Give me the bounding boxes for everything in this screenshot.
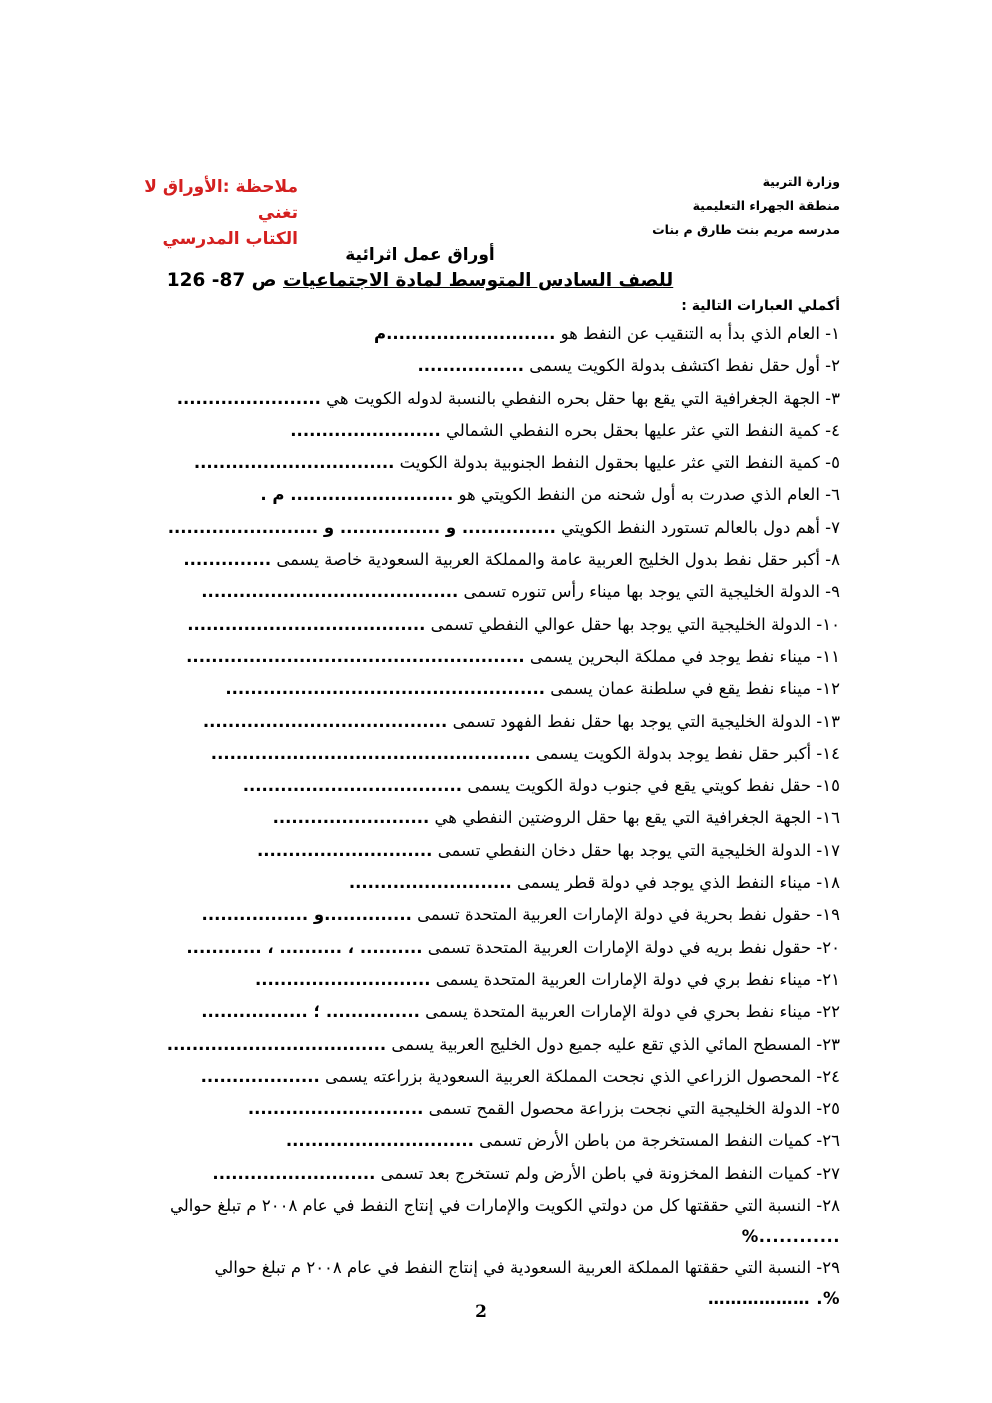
question-text: ١٢- ميناء نفط يقع في سلطنة عمان يسمى — [545, 679, 840, 699]
header-institution — [652, 176, 840, 240]
question-text: ٤- كمية النفط التي عثر عليها بحقل بحره النفطي الشمالي — [440, 420, 840, 440]
question-item — [140, 1061, 840, 1093]
note-line-1: ملاحظة :الأوراق لا تغني — [144, 177, 298, 223]
question-item — [140, 867, 840, 899]
question-text: ٧- أهم دول بالعالم تستورد النفط الكويتي — [555, 517, 840, 537]
answer-blank[interactable]: ............% — [741, 1227, 840, 1247]
question-item — [140, 415, 840, 447]
answer-blank[interactable]: .......................... م . — [260, 485, 454, 505]
question-text: ١٧- الدولة الخليجية التي يوجد بها حقل دخان النفطي تسمى — [432, 840, 840, 860]
question-item — [140, 479, 840, 511]
question-text: ٣- الجهة الجغرافية التي يقع بها حقل بحره النفطي بالنسبة لدوله الكويت هي — [320, 388, 840, 408]
worksheet-subtitle — [60, 270, 780, 291]
question-item — [140, 383, 840, 415]
question-text: ١٤- أكبر حقل نفط يوجد بدولة الكويت يسمى — [530, 743, 840, 763]
question-item — [140, 576, 840, 608]
question-item — [140, 318, 840, 350]
worksheet-title: أوراق عمل اثرائية — [345, 245, 495, 265]
question-text: ٨- أكبر حقل نفط بدول الخليج العربية عامة والمملكة العربية السعودية خاصة يسمى — [271, 550, 840, 570]
question-text: ١٩- حقول نفط بحرية في دولة الإمارات العربية المتحدة تسمى — [411, 905, 840, 925]
answer-blank[interactable]: ...................................................... — [186, 646, 525, 666]
question-item — [140, 770, 840, 802]
question-item — [140, 964, 840, 996]
question-item — [140, 1029, 840, 1061]
question-item — [140, 899, 840, 931]
answer-blank[interactable]: ................. — [417, 356, 525, 376]
question-item — [140, 932, 840, 964]
question-item — [140, 706, 840, 738]
answer-blank[interactable]: ............................ — [256, 840, 433, 860]
question-text: ٢- أول حقل نفط اكتشف بدولة الكويت يسمى — [524, 356, 840, 376]
question-item — [140, 641, 840, 673]
answer-blank[interactable]: ......................... — [272, 808, 430, 828]
question-item — [140, 447, 840, 479]
answer-blank[interactable]: ............... و ................ و ........................ — [167, 517, 556, 537]
note-line-2: الكتاب المدرسي — [162, 229, 298, 249]
school-name: مدرسه مريم بنت طارق م بنات — [652, 222, 840, 237]
question-text: ٢٦- كميات النفط المستخرجة من باطن الأرض تسمى — [473, 1131, 840, 1151]
question-item — [140, 835, 840, 867]
question-text: ٢٩- النسبة التي حققتها المملكة العربية السعودية في إنتاج النفط في عام ٢٠٠٨ م تبلغ حوالي — [214, 1258, 840, 1278]
question-text: ١- العام الذي بدأ به التنقيب عن النفط هو — [555, 324, 840, 343]
question-item — [140, 609, 840, 641]
answer-blank[interactable]: ...................................... — [187, 614, 426, 634]
question-item — [140, 1093, 840, 1125]
question-text: ٥- كمية النفط التي عثر عليها بحقول النفط الجنوبية بدولة الكويت — [394, 453, 840, 473]
answer-blank[interactable]: ................................ — [193, 453, 395, 473]
question-text: ٦- العام الذي صدرت به أول شحنه من النفط الكويتي هو — [453, 485, 840, 505]
question-text: ٢٢- ميناء نفط بحري في دولة الإمارات العربية المتحدة يسمى — [419, 1002, 840, 1022]
answer-blank[interactable]: ........................ — [290, 420, 441, 440]
district-name: منطقة الجهراء التعليمية — [692, 198, 840, 213]
answer-blank[interactable]: .......... ، .......... ، ............ — [186, 937, 423, 957]
answer-blank[interactable]: ................................... — [166, 1034, 387, 1054]
answer-blank[interactable]: ................................................... — [210, 743, 531, 763]
answer-blank[interactable]: ....................... — [176, 388, 321, 408]
question-item — [140, 738, 840, 770]
question-text: ١٦- الجهة الجغرافية التي يقع بها حقل الروضتين النفطي هي — [429, 808, 840, 828]
question-text: ٢١- ميناء نفط بري في دولة الإمارات العربية المتحدة يسمى — [430, 969, 840, 989]
question-text: ٢٤- المحصول الزراعي الذي نجحت المملكة العربية السعودية بزراعته يسمى — [319, 1066, 840, 1086]
question-text: ١٥- حقل نفط كويتي يقع في جنوب دولة الكويت يسمى — [462, 776, 840, 796]
answer-blank[interactable]: ................... — [200, 1066, 320, 1086]
instruction-text: أكملي العبارات التالية : — [681, 298, 840, 314]
question-text: ١٠- الدولة الخليجية التي يوجد بها حقل عوالي النفطي تسمى — [425, 614, 840, 634]
question-text: ١٨- ميناء النفط الذي يوجد في دولة قطر يسمى — [511, 873, 840, 893]
question-item — [140, 544, 840, 576]
question-item — [140, 1190, 840, 1252]
answer-blank[interactable]: ................................................... — [225, 679, 546, 699]
answer-blank[interactable]: ............................ — [254, 969, 431, 989]
question-item — [140, 802, 840, 834]
question-item — [140, 1158, 840, 1190]
answer-blank[interactable]: ....................................... — [202, 711, 448, 731]
question-item — [140, 996, 840, 1028]
question-item — [140, 1125, 840, 1157]
answer-blank[interactable]: ............... ؛ ................. — [201, 1002, 420, 1022]
answer-blank[interactable]: .......................... — [212, 1163, 376, 1183]
question-text: ١٣- الدولة الخليجية التي يوجد بها حقل نفط الفهود تسمى — [447, 711, 840, 731]
question-text: ١١- ميناء نفط يوجد في مملكة البحرين يسمى — [524, 646, 840, 666]
subtitle-pages: ص 87- 126 — [166, 270, 284, 291]
answer-blank[interactable]: .............................. — [285, 1131, 474, 1151]
question-item — [140, 512, 840, 544]
note-box — [118, 174, 298, 252]
question-item — [140, 350, 840, 382]
question-text: ٢٥- الدولة الخليجية التي نجحت بزراعة محصول القمح تسمى — [423, 1099, 840, 1119]
answer-blank[interactable]: .......................... — [348, 873, 512, 893]
subtitle-grade-subject: للصف السادس المتوسط لمادة الاجتماعيات — [283, 270, 674, 291]
answer-blank[interactable]: %. ……………… — [707, 1289, 840, 1309]
answer-blank[interactable]: ............................ — [247, 1099, 424, 1119]
question-text: ٢٠- حقول نفط بريه في دولة الإمارات العربية المتحدة تسمى — [422, 937, 840, 957]
question-text: ٢٨- النسبة التي حققتها كل من دولتي الكويت والإمارات في إنتاج النفط في عام ٢٠٠٨ م تبلغ حوالي — [170, 1196, 840, 1216]
question-text: ٩- الدولة الخليجية التي يوجد بها ميناء رأس تنوره تسمى — [458, 582, 840, 602]
answer-blank[interactable]: ...........................م — [374, 324, 556, 343]
ministry-name: وزارة التربية — [762, 174, 840, 189]
question-text: ٢٣- المسطح المائي الذي تقع عليه جميع دول الخليج العربية يسمى — [386, 1034, 840, 1054]
answer-blank[interactable]: ................................... — [242, 776, 463, 796]
questions-list — [140, 318, 840, 1314]
answer-blank[interactable]: ..............و ................. — [201, 905, 412, 925]
question-text: ٢٧- كميات النفط المخزونة في باطن الأرض ولم تستخرج بعد تسمى — [375, 1163, 840, 1183]
question-item — [140, 673, 840, 705]
answer-blank[interactable]: ......................................... — [201, 582, 459, 602]
answer-blank[interactable]: .............. — [183, 550, 272, 570]
page-number: 2 — [475, 1302, 487, 1322]
